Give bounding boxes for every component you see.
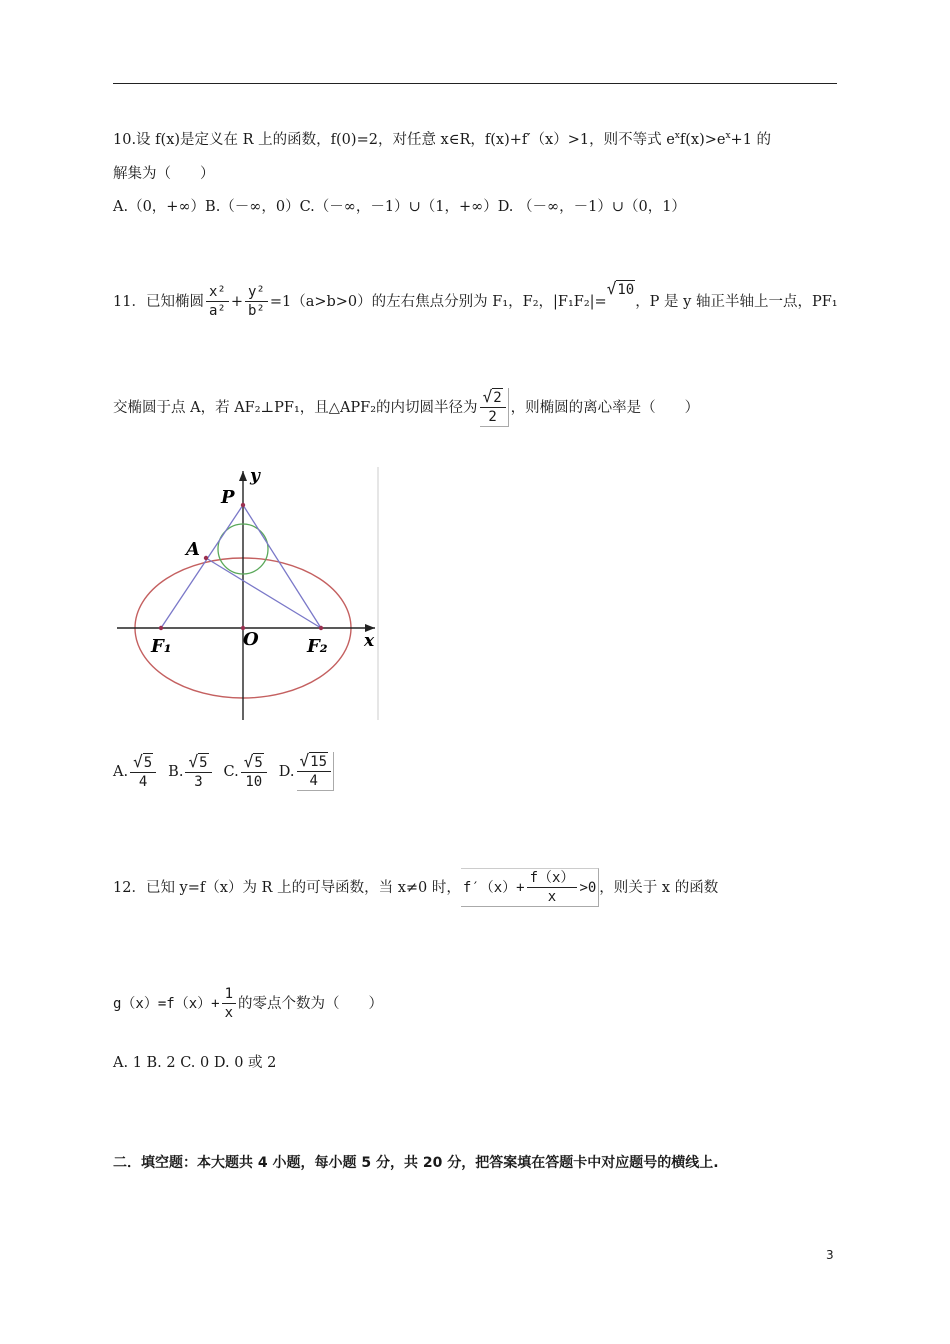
q11-line1: 11．已知椭圆 $\frac{\text{x²}}{\text{a²}}$ + $\frac{\text{y²}}{\text{b²}}$ =1（a>b>0）的左右焦点分别为 F₁，F₂，|F₁F₂|= √ 10 ，P 是 y 轴正半轴上一点，PF₁: [113, 279, 838, 319]
q12-options: A. 1 B. 2 C. 0 D. 0 或 2: [113, 1055, 277, 1071]
option-c: C. √ 5 10: [224, 753, 269, 791]
point-p: [241, 503, 245, 507]
q12-condition: f′（x）+ $\frac{f(x)}{x}$ >0: [461, 868, 599, 907]
section-2-heading: 二．填空题：本大题共 4 小题，每小题 5 分，共 20 分，把答案填在答题卡中对应题号的横线上.: [113, 1155, 719, 1171]
point-a: [204, 556, 208, 560]
option-d: D. √ 15 4: [279, 752, 336, 791]
option-a: A. √ 5 4: [113, 753, 158, 791]
one-over-x-fraction: $\frac{1}{x}$: [222, 985, 236, 1022]
label-p: P: [221, 487, 235, 508]
q12-line1: 12．已知 y=f（x）为 R 上的可导函数，当 x≠0 时， f′（x）+ $\frac{f(x)}{x}$ >0 ，则关于 x 的函数: [113, 870, 719, 905]
point-f2: [319, 626, 323, 630]
q11-options: [113, 752, 346, 791]
label-x: x: [364, 631, 375, 651]
page-number: 3: [826, 1248, 834, 1262]
label-a: A: [186, 539, 200, 560]
y-over-b-fraction: $\frac{\text{y²}}{\text{b²}}$: [245, 283, 268, 320]
label-f1: F₁: [151, 636, 172, 657]
point-f1: [159, 626, 163, 630]
option-b: B. √ 5 3: [168, 753, 213, 791]
q10-line2: 解集为（ ）: [113, 166, 215, 182]
label-o: O: [243, 629, 259, 650]
sqrt-10: √ 10: [606, 279, 635, 298]
header-rule: [113, 83, 837, 84]
x-over-a-fraction: $\frac{\text{x²}}{\text{a²}}$: [206, 283, 229, 320]
q10-options: A.（0，+∞）B.（－∞，0）C.（－∞，－1）∪（1，+∞）D. （－∞，－1）∪（0，1）: [113, 199, 686, 215]
q10-line1: 10.设 f(x)是定义在 R 上的函数，f(0)=2，对任意 x∈R，f(x)+f′（x）>1，则不等式 $e^xf(x)>e^x+1$ 的: [113, 131, 772, 148]
q11-line2: 交椭圆于点 A，若 AF₂⊥PF₁，且△APF₂的内切圆半径为 √ 2 2 ，则椭圆的离心率是（ ）: [113, 387, 700, 425]
q12-line2: g（x）=f（x）+ $\frac{1}{x}$ 的零点个数为（ ）: [113, 986, 384, 1021]
label-y: y: [250, 466, 260, 486]
radius-fraction: √ 2 2: [480, 388, 509, 427]
ellipse-figure: [113, 463, 381, 720]
label-f2: F₂: [307, 636, 328, 657]
